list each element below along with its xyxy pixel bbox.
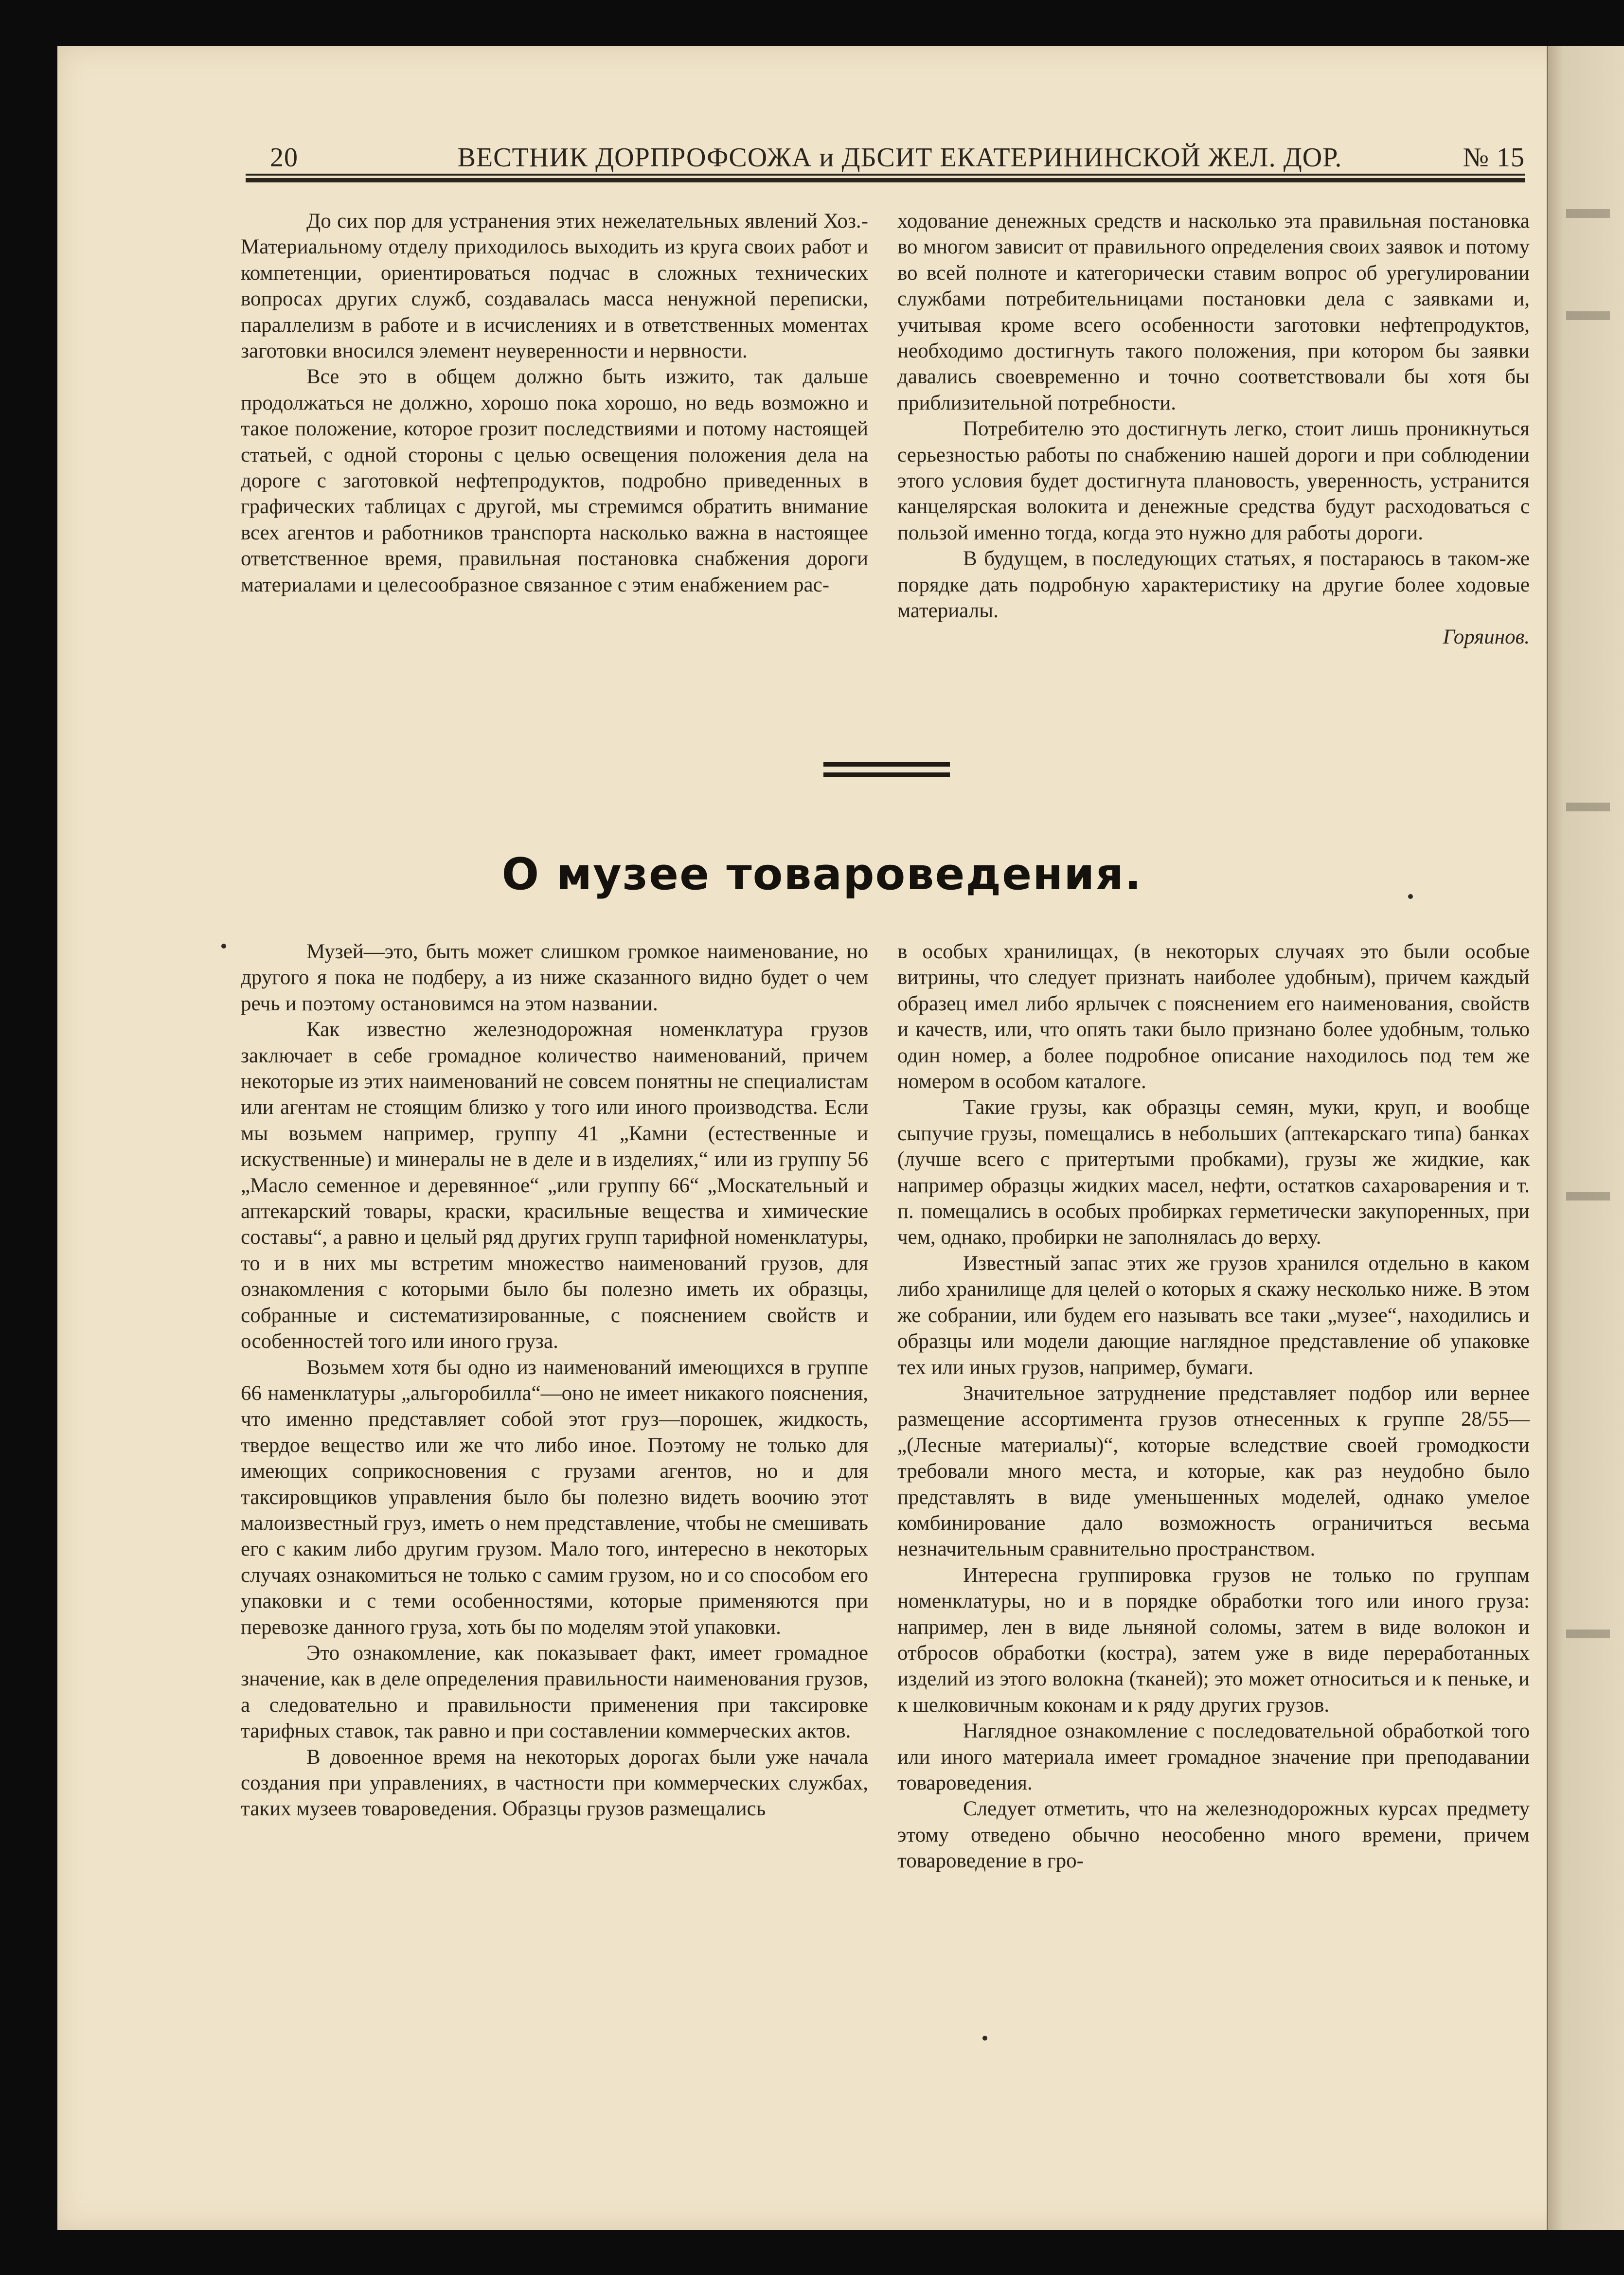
paragraph: До сих пор для устранения этих нежелательных явлений Хоз.-Материальному отделу приходилось выходить из круга своих работ и компетенции, ориентироваться подчас в сложных технических вопросах других служб, создавалась масса ненужной переписки, параллелизм в работе и в исчислениях и в ответственных моментах заготовки вносился элемент неуверенности и нервности.: [241, 210, 868, 363]
header-rule-thin: [246, 174, 1525, 176]
paragraph: Потребителю это достигнуть легко, стоит лишь проникнуться серьезностью работы по снабжению нашей дороги и при соблюдении этого условия будет достигнута плановость, уверенность, устранится канцелярская волокита и денежные средства будут расходоваться с пользой именно тогда, когда это нужно для работы дороги.: [897, 417, 1530, 544]
top-article-left-column: [241, 208, 868, 598]
paragraph: Наглядное ознакомление с последовательной обработкой того или иного материала имеет громадное значение при преподавании товароведения.: [897, 1720, 1530, 1794]
paragraph: в особых хранилищах, (в некоторых случаях это были особые витрины, что следует признать наиболее удобным), причем каждый образец имел либо ярлычек с пояснением его наименования, свойств и качеств, или, что опять таки было признано более удобным, только один номер, а более подробное описание находилось под тем же номером в особом каталоге.: [897, 940, 1530, 1093]
next-page-text-fragment: [1566, 1630, 1610, 1638]
author-signature: Горяинов.: [1443, 625, 1530, 648]
museum-article-right-column: [897, 939, 1530, 1874]
next-page-text-fragment: [1566, 1192, 1610, 1200]
section-separator-top: [823, 762, 950, 767]
ink-speck: [1408, 894, 1413, 899]
running-header: [270, 142, 1525, 176]
paragraph: Возьмем хотя бы одно из наименований имеющихся в группе 66 наменклатуры „альгоробилла“—оно не имеет никакого пояснения, что именно представляет собой этот груз—порошек, жидкость, твердое вещество или же что либо иное. Поэтому не только для имеющих соприкосновения с грузами агентов, но и для таксировщиков управления было бы полезно видеть воочию этот малоизвестный груз, иметь о нем представление, чтобы не смешивать его с каким либо другим грузом. Мало того, интересно в некоторых случаях ознакомиться не только с самим грузом, но и со способом его упаковки и с теми особенностями, которые применяются при перевозке данного груза, хоть бы по моделям этой упаковки.: [241, 1356, 868, 1639]
museum-article-left-column: [241, 939, 868, 1822]
paragraph: Это ознакомление, как показывает факт, имеет громадное значение, как в деле определения правильности наименования грузов, а следовательно и правильности применения при таксировке тарифных ставок, так равно и при составлении коммерческих актов.: [241, 1641, 868, 1743]
next-page-text-fragment: [1566, 311, 1610, 320]
ink-speck: [982, 2036, 987, 2041]
paragraph: Все это в общем должно быть изжито, так дальше продолжаться не должно, хорошо пока хорошо, но ведь возможно и такое положение, которое грозит последствиями и потому настоящей статьей, с одной стороны с целью освещения положения дела на дороге с заготовкой нефтепродуктов, подробно приведенных в графических таблицах с другой, мы стремимся обратить внимание всех агентов и работников транспорта насколько важна в настоящее ответственное время, правильная постановка снабжения дороги материалами и целесообразное связанное с этим енабжением рас-: [241, 365, 868, 596]
paragraph: Такие грузы, как образцы семян, муки, круп, и вообще сыпучие грузы, помещались в небольших (аптекарскаго типа) банках (лучше всего с притертыми пробками), грузы же жидкие, как например образцы жидких масел, нефти, остатков сахароварения и т. п. помещались в особых пробирках герметически закупоренных, при чем, однако, пробирки не заполнялась до верху.: [897, 1096, 1530, 1249]
issue-number: № 15: [1463, 143, 1525, 173]
paragraph: Как известно железнодорожная номенклатура грузов заключает в себе громадное количество наименований, причем некоторые из этих наименований не совсем понятны не специалистам или агентам не стоящим близко у того или иного производства. Если мы возьмем например, группу 41 „Камни (естественные и искуственные) и минералы не в деле и в изделиях,“ или из группу 56 „Масло семенное и деревянное“ „или группу 66“ „Москательный и аптекарский товары, краски, красильные вещества и химические составы“, а равно и целый ряд других групп тарифной номенклатуры, то и в них мы встретим множество наименований грузов, для ознакомления с которыми было бы полезно иметь их образцы, собранные и систематизированные, с пояснением свойств и особенностей того или иного груза.: [241, 1018, 868, 1353]
ink-speck: [221, 944, 226, 949]
article-headline: О музее товароведения.: [501, 849, 1142, 900]
paragraph: Следует отметить, что на железнодорожных курсах предмету этому отведено обычно неособенно много времени, причем товароведение в гро-: [897, 1797, 1530, 1873]
page-number: 20: [270, 143, 298, 173]
next-page-text-fragment: [1566, 209, 1610, 218]
paragraph: ходование денежных средств и насколько эта правильная постановка во многом зависит от правильного определения своих заявок и потому во всей полноте и категорически ставим вопрос об урегулировании службами потребительницами постановки дела с заявками и, учитывая кроме всего особенности заготовки нефтепродуктов, необходимо достигнуть такого положения, при котором бы заявки давались своевременно и точно соответствовали бы хотя бы приблизительной потребности.: [897, 210, 1530, 414]
top-article-right-column: [897, 208, 1530, 650]
paragraph: В довоенное время на некоторых дорогах были уже начала создания при управлениях, в частности при коммерческих службах, таких музеев товароведения. Образцы грузов размещались: [241, 1745, 868, 1821]
next-page-edge: [1547, 46, 1624, 2230]
paragraph: Известный запас этих же грузов хранился отдельно в каком либо хранилище для целей о которых я скажу несколько ниже. В этом же собрании, или будем его называть все таки „музее“, находились и образцы или модели дающие наглядное представление об упаковке тех или иных грузов, например, бумаги.: [897, 1252, 1530, 1379]
journal-title: ВЕСТНИК ДОРПРОФСОЖА и ДБСИТ ЕКАТЕРИНИНСКОЙ ЖЕЛ. ДОР.: [457, 143, 1342, 173]
section-separator-bottom: [823, 772, 950, 777]
paragraph: В будущем, в последующих статьях, я постараюсь в таком-же порядке дать подробную характеристику на другие более ходовые материалы.: [897, 547, 1530, 623]
paragraph: Музей—это, быть может слишком громкое наименование, но другого я пока не подберу, а из ниже сказанного видно будет о чем речь и поэтому остановимся на этом названии.: [241, 940, 868, 1015]
header-rule-thick: [246, 178, 1525, 182]
paragraph: Интересна группировка грузов не только по группам номенклатуры, но и в порядке обработки того или иного груза: например, лен в виде льняной соломы, затем в виде волокон и отбросов обработки (костра), затем уже в виде переработанных изделий из этого волокна (тканей); это может относиться и к пеньке, и к шелковичным коконам и к ряду других грузов.: [897, 1563, 1530, 1717]
next-page-text-fragment: [1566, 803, 1610, 811]
paragraph: Значительное затруднение представляет подбор или вернее размещение ассортимента грузов отнесенных к группе 28/55— „(Лесные материалы)“, которые вследствие своей громодкости требовали много места, и которые, как раз неудобно было представлять в виде уменьшенных моделей, однако умелое комбинирование дало возможность ограничиться весьма незначительным сравнительно пространством.: [897, 1381, 1530, 1561]
